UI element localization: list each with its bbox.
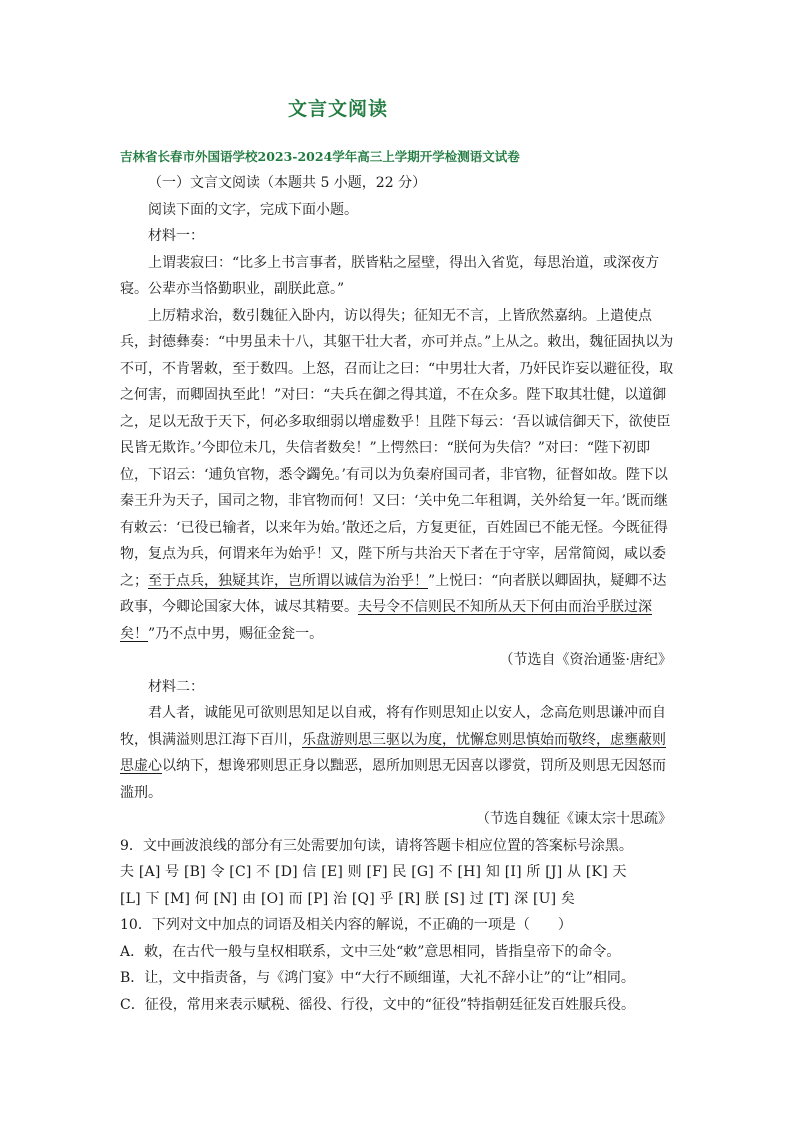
m1p2-text-b: ”上悦曰：“向者朕以卿固执，疑卿不达政事，今卿论国家大体，诚尽其精要。 [120,572,667,615]
material1-paragraph-2 [120,303,676,648]
material2-citation: （节选自魏征《谏太宗十思疏》 [476,811,672,827]
document-body [120,170,676,1018]
exam-source: 吉林省长春市外国语学校2023-2024学年高三上学期开学检测语文试卷 [120,149,520,164]
question-10-option-b: B．让，文中指责备，与《鸿门宴》中“大行不顾细谨，大礼不辞小让”的“让”相同。 [120,970,635,986]
question-9-stem: 9．文中画波浪线的部分有三处需要加句读，请将答题卡相应位置的答案标号涂黑。 [120,837,633,854]
material2-paragraph [120,700,676,806]
material1-citation: （节选自《资治通鉴·唐纪》 [499,652,672,668]
m2-underline: 乐盘游则思三驱以为度，忧懈怠则思慎始而敬终，虑壅蔽则思虚心 [120,731,666,774]
material1-paragraph-1: 上谓裴寂曰：“比多上书言事者，朕皆粘之屋壁，得出入省览，每思治道，或深夜方寝。公辈亦当恪勤职业，副朕此意。” [120,254,660,297]
material2-label: 材料二： [148,678,204,695]
m1p2-text-a: 上厉精求治，数引魏征入卧内，访以得失；征知无不言，上皆欣然嘉纳。上遣使点兵，封德彝奏：“中男虽未十八，其躯干壮大者，亦可并点。”上从之。敕出，魏征固执以为不可，不肯署敕，至于数四。上怒，召而让之曰：“中男壮大者，乃奸民诈妄以避征役，取之何害，而卿固执至此！”对曰：“夫兵在御之得其道，不在众多。陛下取其壮健，以道御之，足以无敌于天下，何必多取细弱以增虚数乎！且陛下每云：‘吾以诚信御天下，欲使臣民皆无欺诈。’今即位未几，失信者数矣！”上愕然曰：“朕何为失信？”对曰：“陛下初即位，下诏云：‘逋负官物，悉令蠲免。’有司以为负秦府国司者，非官物，征督如故。陛下以秦王升为天子，国司之物，非官物而何！又曰：‘关中免二年租调，关外给复一年。’既而继有敕云：‘已役已输者，以来年为始。’散还之后，方复更征，百姓固已不能无怪。今既征得物，复点为兵，何谓来年为始乎！又，陛下所与共治天下者在于守宰，居常简阅，咸以委之； [120,307,674,589]
question-10-option-c: C．征役，常用来表示赋税、徭役、行役，文中的“征役”特指朝廷征发百姓服兵役。 [120,996,636,1013]
m1p2-underline-2: 夫号令不信则民不知所从天下何由而治乎朕过深矣！ [120,599,652,642]
question-9-choices-line-2: [L] 下 [M] 何 [N] 由 [O] 而 [P] 治 [Q] 乎 [R] 朕 [S] 过 [T] 深 [U] 矣 [120,890,576,907]
question-9-choices-line-1: 夫 [A] 号 [B] 令 [C] 不 [D] 信 [E] 则 [F] 民 [G] 不 [H] 知 [I] 所 [J] 从 [K] 天 [120,864,627,880]
m1p2-text-c: ”乃不点中男，赐征金瓮一。 [148,625,324,642]
m2-text-b: 以纳下，想谗邪则思正身以黜恶，恩所加则思无因喜以谬赏，罚所及则思无因怒而滥刑。 [120,758,666,801]
m2-text-a: 君人者，诚能见可欲则思知足以自戒，将有作则思知止以安人，念高危则思谦冲而自牧，惧满溢则思江海下百川， [120,705,666,748]
material1-label: 材料一： [148,228,204,244]
page-title: 文言文阅读 [288,98,389,120]
m1p2-underline-1: 至于点兵，独疑其诈，岂所谓以诚信为治乎！ [148,572,428,589]
question-10-option-a: A．敕，在古代一般与皇权相联系，文中三处“敕”意思相同，皆指皇帝下的命令。 [120,943,621,960]
instruction: 阅读下面的文字，完成下面小题。 [148,201,358,218]
section-heading: （一）文言文阅读（本题共 5 小题，22 分） [148,175,427,191]
question-10-stem: 10．下列对文中加点的词语及相关内容的解说，不正确的一项是（ ） [120,917,572,933]
